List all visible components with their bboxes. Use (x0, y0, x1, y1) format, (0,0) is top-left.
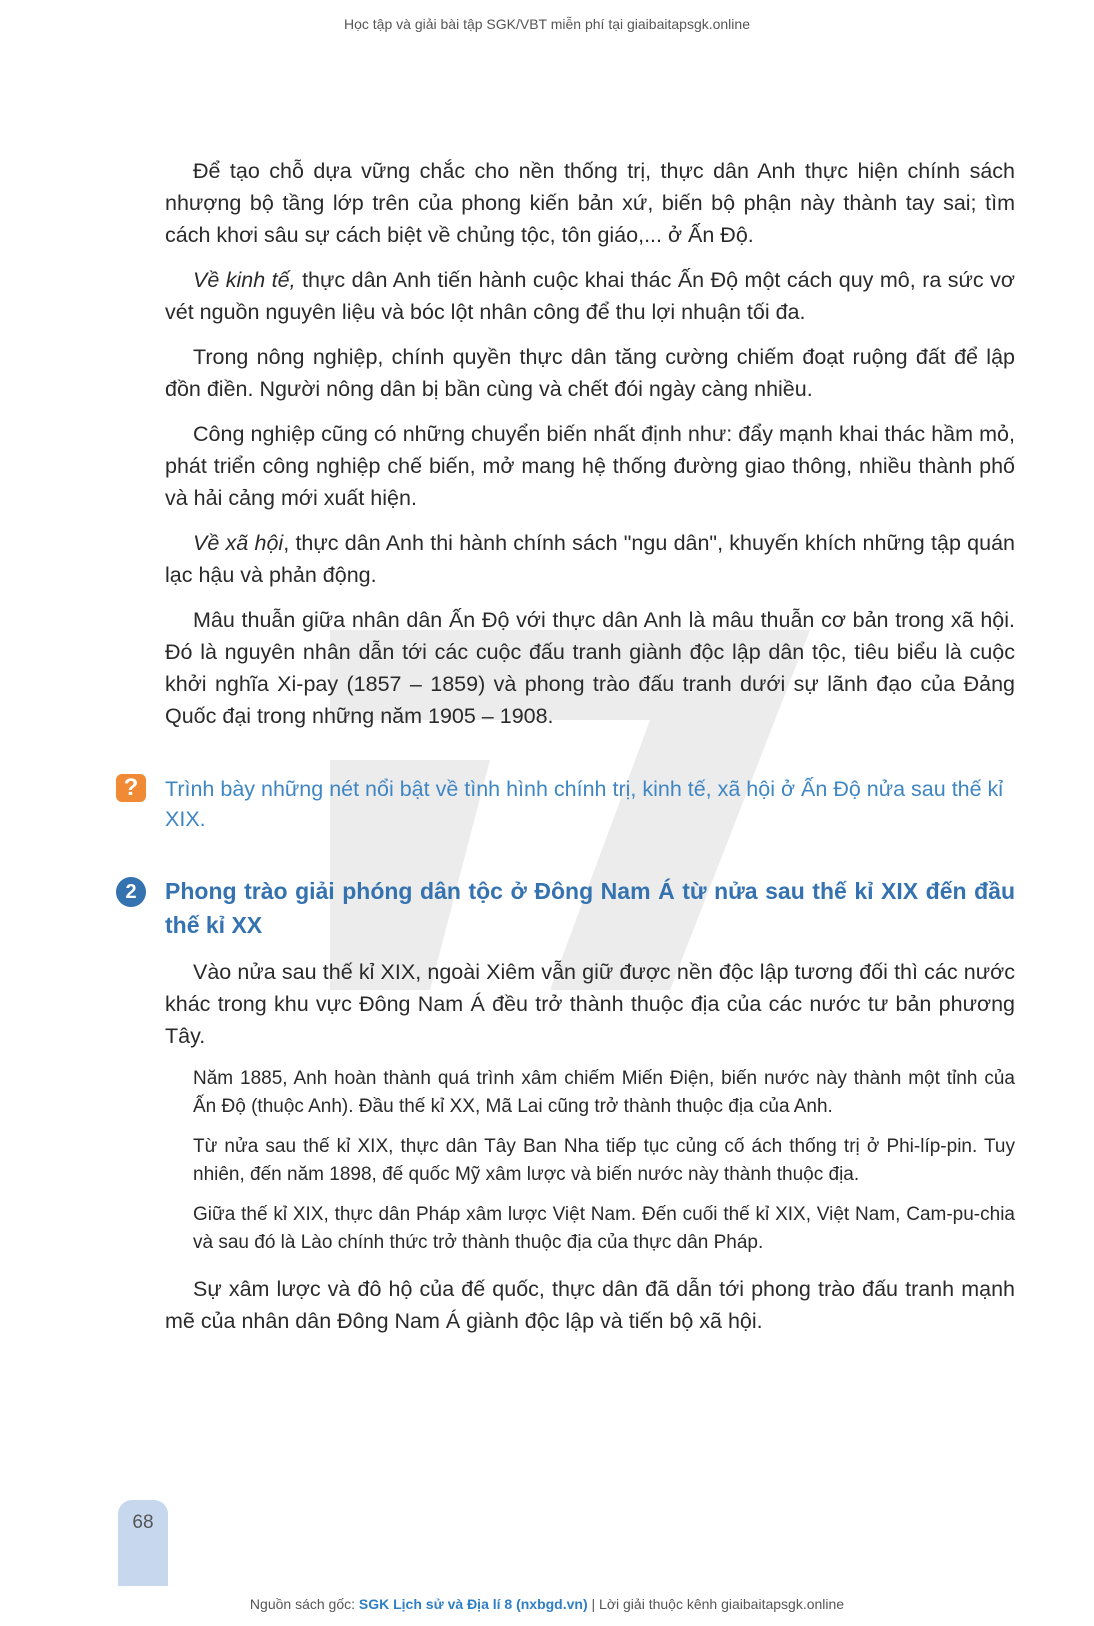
page-number: 68 (132, 1512, 154, 1533)
footer-source-link[interactable]: SGK Lịch sử và Địa lí 8 (nxbgd.vn) (358, 1596, 588, 1612)
paragraph-society (165, 527, 1015, 591)
section-conclusion: Sự xâm lược và đô hộ của đế quốc, thực dân đã dẫn tới phong trào đấu tranh mạnh mẽ của nhân dân Đông Nam Á giành độc lập và tiến bộ xã hội. (165, 1277, 1015, 1333)
paragraph-politics: Để tạo chỗ dựa vững chắc cho nền thống trị, thực dân Anh thực hiện chính sách nhượng bộ tầng lớp trên của phong kiến bản xứ, biến bộ phận này thành tay sai; tìm cách khơi sâu sự cách biệt về chủng tộc, tôn giáo,... ở Ấn Độ. (165, 159, 1015, 247)
footer-suffix: | Lời giải thuộc kênh giaibaitapsgk.online (587, 1596, 845, 1612)
paragraph-industry: Công nghiệp cũng có những chuyển biến nhất định như: đẩy mạnh khai thác hầm mỏ, phát triển công nghiệp chế biến, mở mang hệ thống đường giao thông, nhiều thành phố và hải cảng mới xuất hiện. (165, 422, 1015, 510)
section-intro: Vào nửa sau thế kỉ XIX, ngoài Xiêm vẫn giữ được nền độc lập tương đối thì các nước khác trong khu vực Đông Nam Á đều trở thành thuộc địa của các nước tư bản phương Tây. (165, 960, 1015, 1048)
footer-prefix: Nguồn sách gốc: (249, 1596, 359, 1612)
footer-source (0, 1596, 1094, 1612)
detail-indochina: Giữa thế kỉ XIX, thực dân Pháp xâm lược Việt Nam. Đến cuối thế kỉ XIX, Việt Nam, Cam-pu-chia và sau đó là Lào chính thức trở thành thuộc địa của thực dân Pháp. (193, 1204, 1015, 1253)
society-text: , thực dân Anh thi hành chính sách "ngu dân", khuyến khích những tập quán lạc hậu và phản động. (165, 531, 1015, 587)
economy-lead: Về kinh tế, (193, 268, 296, 292)
paragraph-contradiction: Mâu thuẫn giữa nhân dân Ấn Độ với thực dân Anh là mâu thuẫn cơ bản trong xã hội. Đó là nguyên nhân dẫn tới các cuộc đấu tranh giành độc lập dân tộc, tiêu biểu là cuộc khởi nghĩa Xi-pay (1857 – 1859) và phong trào đấu tranh dưới sự lãnh đạo của Đảng Quốc đại trong những năm 1905 – 1908. (165, 608, 1015, 728)
section-number-badge: 2 (116, 877, 146, 907)
main-content (123, 155, 1016, 1350)
review-question (120, 774, 1015, 834)
paragraph-agriculture: Trong nông nghiệp, chính quyền thực dân tăng cường chiếm đoạt ruộng đất để lập đồn điền. Người nông dân bị bần cùng và chết đói ngày càng nhiều. (165, 345, 1015, 401)
question-mark-icon: ? (116, 774, 146, 802)
paragraph-economy (165, 264, 1015, 328)
detail-burma-malaya: Năm 1885, Anh hoàn thành quá trình xâm chiếm Miến Điện, biến nước này thành một tỉnh của Ấn Độ (thuộc Anh). Đầu thế kỉ XX, Mã Lai cũng trở thành thuộc địa của Anh. (193, 1068, 1015, 1117)
detail-philippines: Từ nửa sau thế kỉ XIX, thực dân Tây Ban Nha tiếp tục củng cố ách thống trị ở Phi-líp-pin. Tuy nhiên, đến năm 1898, đế quốc Mỹ xâm lược và biến nước này thành thuộc địa. (193, 1136, 1015, 1185)
society-lead: Về xã hội (193, 531, 284, 555)
question-text: Trình bày những nét nổi bật về tình hình chính trị, kinh tế, xã hội ở Ấn Độ nửa sau thế kỉ XIX. (165, 777, 1004, 831)
section-heading (120, 874, 1015, 942)
section-title: Phong trào giải phóng dân tộc ở Đông Nam Á từ nửa sau thế kỉ XIX đến đầu thế kỉ XX (165, 878, 1015, 938)
header-note: Học tập và giải bài tập SGK/VBT miễn phí tại giaibaitapsgk.online (344, 16, 750, 32)
economy-text: thực dân Anh tiến hành cuộc khai thác Ấn Độ một cách quy mô, ra sức vơ vét nguồn nguyên liệu và bóc lột nhân công để thu lợi nhuận tối đa. (165, 268, 1016, 324)
